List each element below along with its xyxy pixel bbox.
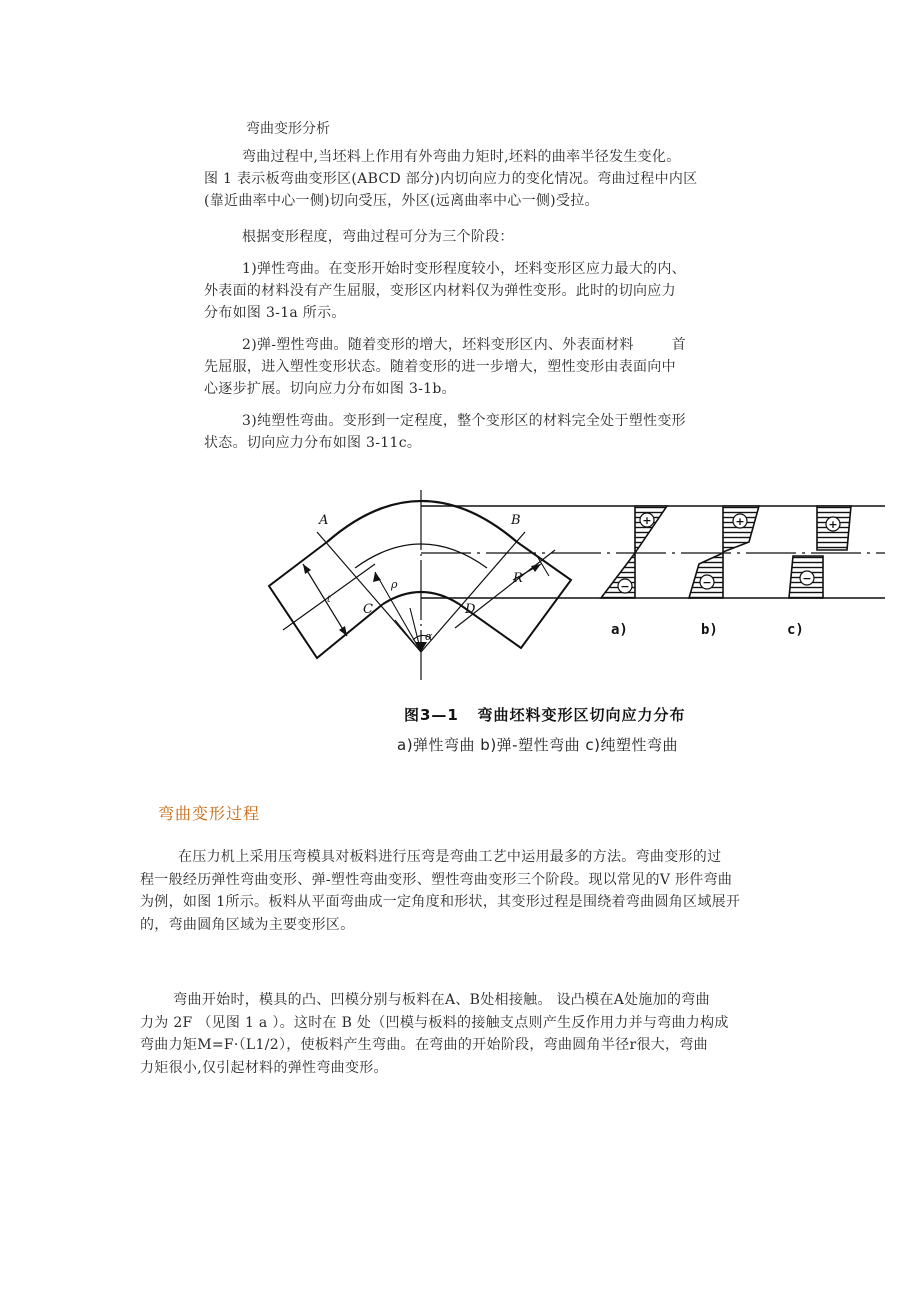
label-alpha: α	[425, 630, 433, 643]
section2-paragraph-1	[140, 846, 780, 936]
section1-paragraph-4	[204, 334, 720, 400]
sublabel-a: a)	[611, 622, 628, 638]
text-line: 力为 2F （见图 1 a ）。这时在 B 处（凹模与板料的接触支点则产生反作用力并与弯曲力构成	[140, 1014, 729, 1031]
text-line: 图 1 表示板弯曲变形区(ABCD 部分)内切向应力的变化情况。弯曲过程中内区	[204, 171, 698, 187]
figure-caption-subtitle: a)弹性弯曲 b)弹-塑性弯曲 c)纯塑性弯曲	[397, 736, 678, 754]
text-line: 弯曲过程中,当坯料上作用有外弯曲力矩时,坯料的曲率半径发生变化。	[204, 149, 681, 165]
text-line: 分布如图 3-1a 所示。	[204, 305, 346, 321]
section2-title: 弯曲变形过程	[158, 804, 261, 823]
text-line: 心逐步扩展。切向应力分布如图 3-1b。	[204, 381, 456, 397]
section2-paragraph-2	[140, 989, 780, 1079]
figure-caption-title: 图3—1 弯曲坯料变形区切向应力分布	[404, 706, 686, 724]
bending-diagram-svg	[255, 480, 905, 690]
text-line: 状态。切向应力分布如图 3-11c。	[204, 435, 422, 451]
text-line: 在压力机上采用压弯模具对板料进行压弯是弯曲工艺中运用最多的方法。弯曲变形的过	[140, 849, 722, 865]
sublabel-b: b)	[701, 622, 718, 638]
section1-paragraph-5	[204, 410, 720, 454]
minus-sign-b: −	[702, 576, 712, 589]
label-R: R	[513, 571, 523, 586]
text-line: 弯曲力矩M=F·（L1/2），使板料产生弯曲。在弯曲的开始阶段，弯曲圆角半径r很大，弯曲	[140, 1037, 708, 1053]
text-line: 外表面的材料没有产生屈服，变形区内材料仅为弹性变形。此时的切向应力	[204, 283, 676, 299]
label-A: A	[319, 513, 329, 528]
label-B: B	[511, 513, 521, 528]
minus-sign-a: −	[620, 580, 630, 593]
text-line: 根据变形程度，弯曲过程可分为三个阶段：	[204, 229, 514, 245]
text-line: (靠近曲率中心一侧)切向受压，外区(远离曲率中心一侧)受拉。	[204, 193, 599, 209]
section1-title: 弯曲变形分析	[246, 121, 330, 137]
text-line: 先屈服，进入塑性变形状态。随着变形的进一步增大，塑性变形由表面向中	[204, 359, 676, 375]
bending-stress-figure	[255, 480, 905, 690]
section1-paragraph-3	[204, 258, 720, 324]
text-line: 为例，如图 1所示。板料从平面弯曲成一定角度和形状，其变形过程是围绕着弯曲圆角区域展开	[140, 894, 741, 910]
section1-paragraph-1	[204, 146, 720, 212]
label-rho: ρ	[391, 578, 398, 591]
text-line: 3)纯塑性弯曲。变形到一定程度，整个变形区的材料完全处于塑性变形	[204, 413, 686, 429]
text-line: 力矩很小,仅引起材料的弹性弯曲变形。	[140, 1059, 388, 1076]
plus-sign-a: +	[642, 514, 652, 527]
plus-sign-b: +	[735, 515, 745, 528]
section1-paragraph-2	[204, 226, 720, 248]
label-t: t	[327, 595, 331, 605]
minus-sign-c: −	[802, 572, 812, 585]
sublabel-c: c)	[787, 622, 804, 638]
plus-sign-c: +	[828, 518, 838, 531]
label-D: D	[465, 602, 476, 617]
text-line: 1)弹性弯曲。在变形开始时变形程度较小，坯料变形区应力最大的内、	[204, 261, 686, 277]
text-line: 程一般经历弹性弯曲变形、弹-塑性弯曲变形、塑性弯曲变形三个阶段。现以常见的V 形件弯曲	[140, 871, 733, 888]
text-line: 的，弯曲圆角区域为主要变形区。	[140, 916, 355, 933]
label-C: C	[363, 602, 373, 617]
text-line: 2)弹-塑性弯曲。随着变形的增大，坯料变形区内、外表面材料 首	[204, 337, 687, 353]
text-line: 弯曲开始时，模具的凸、凹模分别与板料在A、B处相接触。 设凸模在A处施加的弯曲	[140, 992, 710, 1008]
